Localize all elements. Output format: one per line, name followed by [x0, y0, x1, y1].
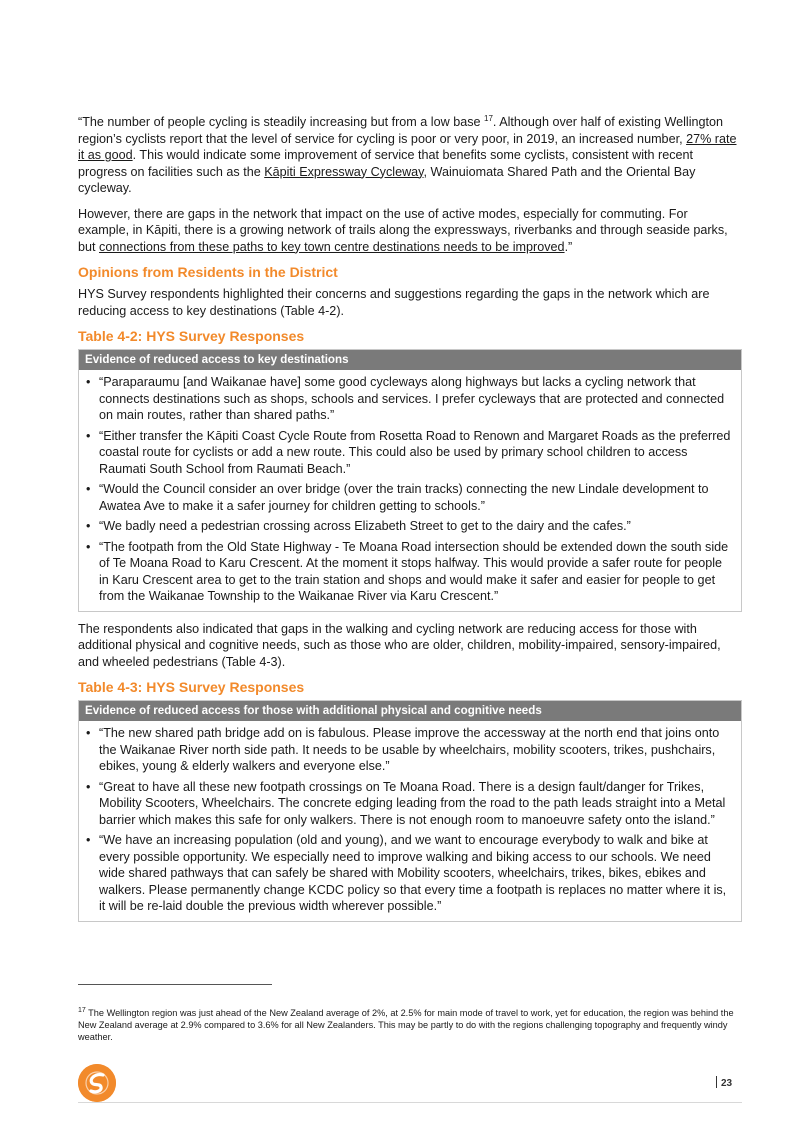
link-27-percent[interactable]: 27% rate it as good: [78, 131, 737, 162]
section-heading: Opinions from Residents in the District: [78, 264, 338, 280]
table-4-2: [78, 349, 742, 612]
footer-line: [78, 1102, 742, 1103]
footnote-ref[interactable]: 17: [484, 113, 493, 123]
text: “The number of people cycling is steadily increasing but from a low base: [78, 115, 485, 129]
list-item: • “Paraparaumu [and Waikanae have] some good cycleways along highways but lacks a cycling network that connects destinations such as shops, schools and services. I prefer cycleways that are protected and connected on main routes, rather than shared paths.”: [99, 374, 733, 424]
list-item: • “Would the Council consider an over bridge (over the train tracks) connecting the new Lindale development to Awatea Ave to make it a safer journey for children getting to schools.”: [99, 481, 733, 514]
intro-paragraph-1: [78, 114, 742, 197]
footnote-number: 17: [78, 1006, 86, 1014]
list-item: • “We have an increasing population (old and young), and we want to encourage everybody to walk and bike at every possible opportunity. We especially need to improve walking and biking access to our schools. We need wide shared pathways that can safely be shared with Mobility scooters, wheelchairs, trikes, bikes, ebikes and walkers. Please permanently change KCDC policy so that every time a footpath is replaces no matter where it is, it will be re-laid double the previous width wherever possible.”: [99, 832, 733, 915]
footnote: [78, 1007, 742, 1043]
section-paragraph: HYS Survey respondents highlighted their concerns and suggestions regarding the gaps in the network which are reducing access to key destinations (Table 4-2).: [78, 287, 710, 318]
list-item: • “We badly need a pedestrian crossing across Elizabeth Street to get to the dairy and the cafes.”: [99, 518, 733, 535]
table-4-2-list: [79, 370, 741, 611]
link-kapiti-expressway-cycleway[interactable]: Kāpiti Expressway Cycleway: [264, 164, 424, 179]
footnote-text: The Wellington region was just ahead of the New Zealand average of 2%, at 2.5% for main mode of travel to work, yet for education, the region was behind the New Zealand average at 2.9% compared to 3.6% for all New Zealanders. This may be partly to do with the regions challenging topography and frequently windy weather.: [78, 1008, 734, 1042]
list-item: • “Great to have all these new footpath crossings on Te Moana Road. There is a design fault/danger for Trikes, Mobility Scooters, Wheelchairs. The concrete edging leading from the road to the path leads straight into a Metal barrier which makes this safe for only walkers. There is not enough room to manoeuvre safety onto the island.”: [99, 779, 733, 829]
footnote-divider: [78, 984, 272, 985]
table-4-2-title: Table 4-2: HYS Survey Responses: [78, 328, 305, 344]
text: .”: [564, 239, 573, 254]
text: . This would indicate some improvement of service that benefits some cyclists, consistent with recent progress on facilities such as the: [78, 148, 694, 179]
circular-swirl-logo-icon: [78, 1064, 116, 1102]
table-4-3-title: Table 4-3: HYS Survey Responses: [78, 679, 305, 695]
table-4-2-header: Evidence of reduced access to key destinations: [79, 350, 741, 370]
table-4-3-list: [79, 721, 741, 921]
text: , Wainuiomata Shared Path and the Oriental Bay cycleway.: [78, 164, 696, 195]
list-item: • “The new shared path bridge add on is fabulous. Please improve the accessway at the north end that joins onto the Waikanae River north side path. It needs to be usable by wheelchairs, mobility scooters, trikes, pushchairs, ebikes, young & elderly walkers and everyone else.”: [99, 725, 733, 775]
page-body: [78, 114, 742, 931]
text: . Although over half of existing Wellington region’s cyclists report that the level of service for cycling is poor or very poor, in 2019, an increased number,: [78, 115, 724, 146]
page-number-bar: [716, 1076, 717, 1088]
text: However, there are gaps in the network that impact on the use of active modes, especially for commuting. For example, in Kāpiti, there is a growing network of trails along the expressways, riverbanks and through seaside parks, but: [78, 206, 728, 254]
table-4-3: [78, 700, 742, 922]
list-item: • “Either transfer the Kāpiti Coast Cycle Route from Rosetta Road to Renown and Margaret Roads as the preferred coastal route for cyclists or add a new route. This could also be used by primary school children to access Raumati South School from Raumati Beach.”: [99, 428, 733, 478]
list-item: • “The footpath from the Old State Highway - Te Moana Road intersection should be extended down the south side of Te Moana Road to Karu Crescent. At the moment it stops halfway. This would provide a safer route for people in Karu Crescent area to get to the train station and shops and would make it safer and easier for people to get from the Waikanae Township to the Waikanae River via Karu Crescent.”: [99, 539, 733, 605]
link-connections[interactable]: connections from these paths to key town centre destinations needs to be improved: [99, 239, 565, 254]
page-number: [716, 1076, 732, 1089]
intro-paragraph-2: [78, 206, 742, 256]
page-number-text: 23: [721, 1078, 733, 1089]
middle-paragraph: The respondents also indicated that gaps in the walking and cycling network are reducing access for those with additional physical and cognitive needs, such as those who are older, children, mobility-impaired, sensory-impaired, and wheeled pedestrians (Table 4-3).: [78, 621, 721, 669]
table-4-3-header: Evidence of reduced access for those with additional physical and cognitive needs: [79, 701, 741, 721]
